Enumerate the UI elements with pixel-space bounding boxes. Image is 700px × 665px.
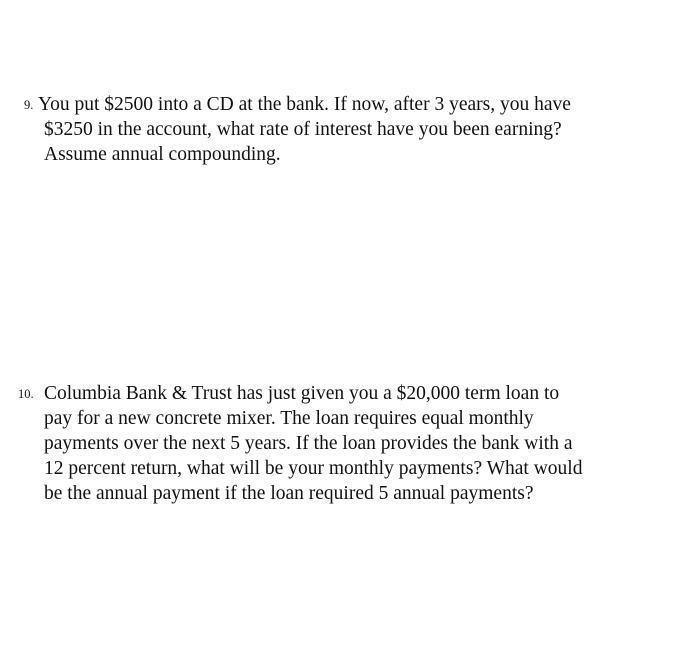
question-line: be the annual payment if the loan required 5 annual payments? — [44, 483, 534, 504]
question-9 — [24, 92, 571, 167]
question-line: $3250 in the account, what rate of interest have you been earning? — [44, 119, 562, 140]
question-text — [38, 92, 571, 167]
question-line: Columbia Bank & Trust has just given you a $20,000 term loan to — [44, 383, 560, 404]
question-number: 9. — [24, 98, 34, 112]
question-10 — [18, 381, 583, 506]
question-line: payments over the next 5 years. If the loan provides the bank with a — [44, 433, 573, 454]
question-text — [44, 381, 582, 506]
question-line: pay for a new concrete mixer. The loan requires equal monthly — [44, 408, 534, 429]
question-line: You put $2500 into a CD at the bank. If now, after 3 years, you have — [38, 94, 571, 115]
question-number: 10. — [18, 387, 34, 401]
question-line: 12 percent return, what will be your monthly payments? What would — [44, 458, 583, 479]
question-line: Assume annual compounding. — [44, 144, 281, 165]
